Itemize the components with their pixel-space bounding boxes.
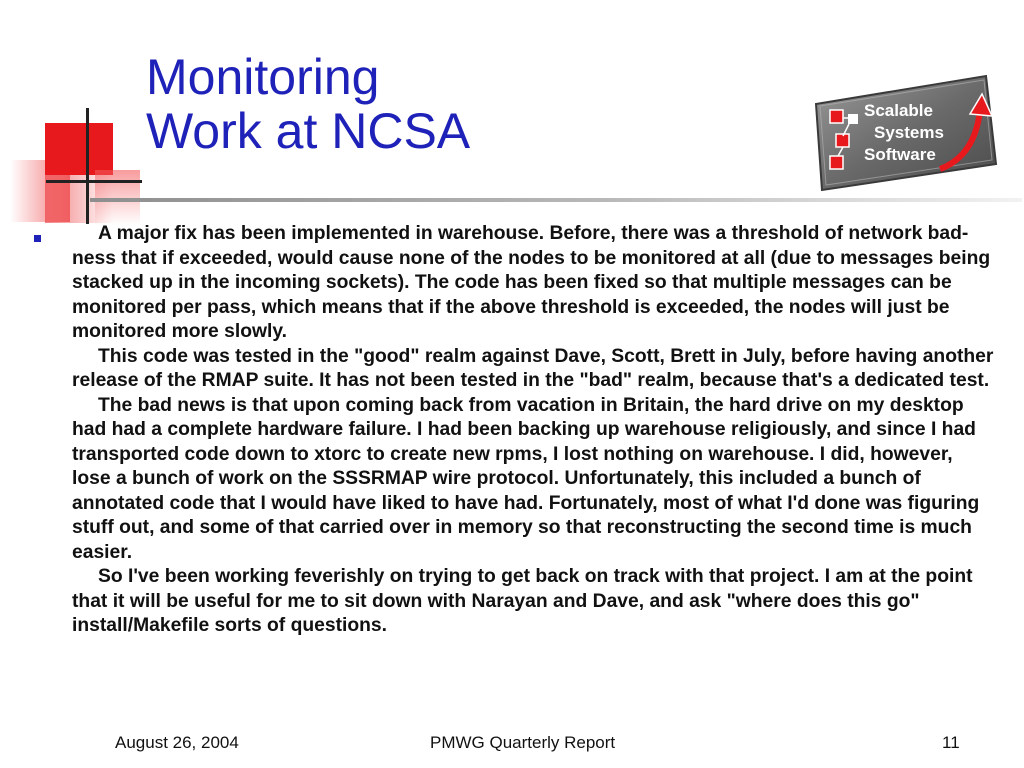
- title-divider: [90, 198, 1022, 202]
- paragraph-warehouse-fix: A major fix has been implemented in warehouse. Before, there was a threshold of network bad-ness that if exceeded, would cause none of the nodes to be monitored at all (due to messages being stacked up in the incoming sockets). The code has been fixed so that multiple messages can be monitored per pass, which means that if the above threshold is exceeded, the nodes will just be monitored more slowly.: [72, 223, 991, 342]
- square-bullet-icon: [34, 235, 41, 242]
- slide-title-line-1: Monitoring: [146, 49, 380, 105]
- logo-line-scalable: Scalable: [864, 101, 933, 120]
- paragraph-testing: This code was tested in the "good" realm against Dave, Scott, Brett in July, before having another release of the RMAP suite. It has not been tested in the "bad" realm, because that's a dedicated test.: [72, 345, 994, 391]
- slide-title: [146, 50, 470, 158]
- slide-title-line-2: Work at NCSA: [146, 103, 471, 159]
- decorative-corner-graphic: [0, 0, 150, 240]
- scalable-systems-software-logo: [800, 74, 1010, 192]
- slide-body: [24, 222, 996, 639]
- logo-line-software: Software: [864, 145, 936, 164]
- paragraph-hardware-failure: The bad news is that upon coming back from vacation in Britain, the hard drive on my desktop had had a complete hardware failure. I had been backing up warehouse religiously, and since I had transported code down to xtorc to create new rpms, I lost nothing on warehouse. I did, however, lose a bunch of work on the SSSRMAP wire protocol. Unfortunately, this included a bunch of annotated code that I would have liked to have had. Fortunately, most of what I'd done was figuring stuff out, and some of that carried over in memory so that reconstructing the second time is much easier.: [72, 394, 980, 563]
- bullet-item: [24, 222, 996, 639]
- footer-date: August 26, 2004: [115, 733, 239, 752]
- logo-line-systems: Systems: [874, 123, 944, 142]
- footer-page-number: 11: [942, 733, 960, 752]
- footer-report-title: PMWG Quarterly Report: [430, 733, 616, 752]
- paragraph-next-steps: So I've been working feverishly on trying to get back on track with that project. I am at the point that it will be useful for me to sit down with Narayan and Dave, and ask "where does this go" install/Makefile sorts of questions.: [72, 566, 973, 636]
